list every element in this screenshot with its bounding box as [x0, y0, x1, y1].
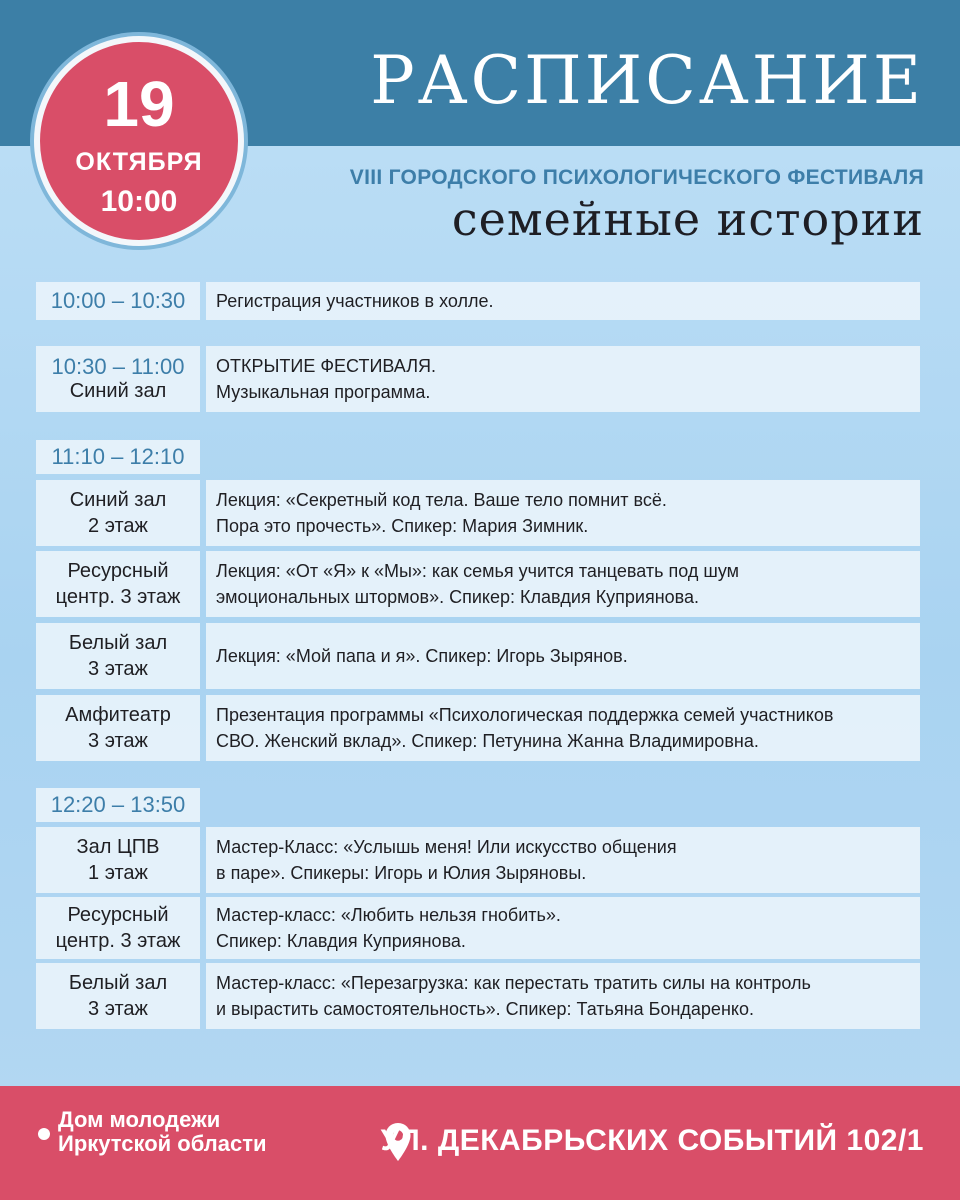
opening-description: ОТКРЫТИЕ ФЕСТИВАЛЯ. Музыкальная программа.: [206, 346, 920, 412]
block2-row3-place: Белый зал 3 этаж: [36, 963, 200, 1029]
opening-time-place: [36, 346, 200, 412]
block1-row2-place: Ресурсный центр. 3 этаж: [36, 551, 200, 617]
block1-row2-description: Лекция: «От «Я» к «Мы»: как семья учится танцевать под шум эмоциональных штормов». Спикер: Клавдия Куприянова.: [206, 551, 920, 617]
date-time: 10:00: [100, 185, 178, 218]
registration-description: Регистрация участников в холле.: [206, 282, 920, 320]
date-badge: [34, 36, 244, 246]
block1-row4-description: Презентация программы «Психологическая поддержка семей участников СВО. Женский вклад». Спикер: Петунина Жанна Владимировна.: [206, 695, 920, 761]
block1-row4-place: Амфитеатр 3 этаж: [36, 695, 200, 761]
block1-time: 11:10 – 12:10: [36, 440, 200, 474]
festival-name: семейные истории: [451, 192, 924, 246]
bullet-dot-icon: [38, 1128, 50, 1140]
block2-row1-place: Зал ЦПВ 1 этаж: [36, 827, 200, 893]
registration-time: 10:00 – 10:30: [36, 282, 200, 320]
organizer-name: Дом молодежи Иркутской области: [58, 1107, 267, 1156]
page-title: РАСПИСАНИЕ: [370, 42, 924, 119]
block2-row2-place: Ресурсный центр. 3 этаж: [36, 897, 200, 959]
festival-subtitle: VIII ГОРОДСКОГО ПСИХОЛОГИЧЕСКОГО ФЕСТИВАЛЯ: [349, 166, 924, 189]
block1-row3-description: Лекция: «Мой папа и я». Спикер: Игорь Зырянов.: [206, 623, 920, 689]
block2-row3-description: Мастер-класс: «Перезагрузка: как перестать тратить силы на контроль и вырастить самостоятельность». Спикер: Татьяна Бондаренко.: [206, 963, 920, 1029]
block1-row1-description: Лекция: «Секретный код тела. Ваше тело помнит всё. Пора это прочесть». Спикер: Мария Зимник.: [206, 480, 920, 546]
block2-row1-description: Мастер-Класс: «Услышь меня! Или искусство общения в паре». Спикеры: Игорь и Юлия Зыряновы.: [206, 827, 920, 893]
block1-row3-place: Белый зал 3 этаж: [36, 623, 200, 689]
date-month: ОКТЯБРЯ: [75, 148, 203, 176]
block1-row1-place: Синий зал 2 этаж: [36, 480, 200, 546]
block2-time: 12:20 – 13:50: [36, 788, 200, 822]
date-day: 19: [103, 68, 175, 140]
opening-place: Синий зал: [69, 380, 167, 402]
block2-row2-description: Мастер-класс: «Любить нельзя гнобить». Спикер: Клавдия Куприянова.: [206, 897, 920, 959]
opening-time: 10:30 – 11:00: [51, 354, 185, 379]
address: УЛ. ДЕКАБРЬСКИХ СОБЫТИЙ 102/1: [380, 1124, 924, 1157]
